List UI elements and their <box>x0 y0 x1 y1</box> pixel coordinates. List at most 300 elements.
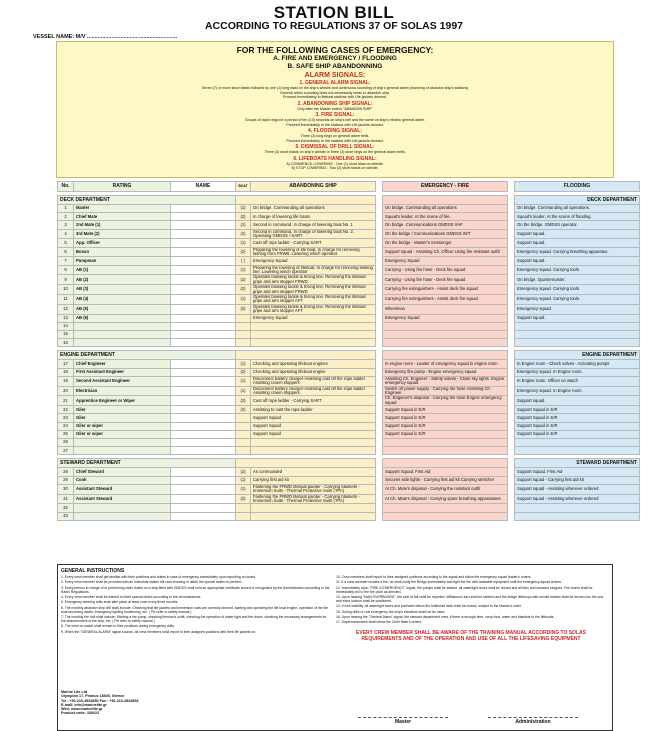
row-flooding: Emergency squad. In Engine room. <box>515 386 640 396</box>
row-fire: Carrying fire extinguishers - Assist deck fire squad <box>383 295 508 305</box>
row-flooding: Squad's leader. At the scene of flooding. <box>515 213 640 221</box>
row-fire: On the bridge / Communications GMDSS W/T <box>383 229 508 239</box>
row-rating: Apprentice Engineer or Wiper <box>74 396 171 406</box>
row-rating: Pumpman <box>74 257 171 265</box>
row-name <box>171 376 236 386</box>
department-label: STEWARD DEPARTMENT <box>58 459 236 468</box>
row-boat <box>236 430 251 438</box>
row-name <box>171 295 236 305</box>
row-fire: Support squad - Assisting Ch. Officer Using fire resistant outfit <box>383 247 508 257</box>
instruction-item: 17. Supernumeraries shall follow the Chief Mate's orders. <box>336 620 423 625</box>
row-abandon: Support Squad <box>251 422 376 430</box>
row-name <box>171 257 236 265</box>
instruction-item: 14. In low visibility, all watertight doors and portholes below the bulkhead deck shall be closed, subject to the Master's order. <box>336 604 522 609</box>
table-row <box>58 494 640 504</box>
row-number: 19 <box>58 376 74 386</box>
instruction-item: 9. When the "GENERAL ALARM" signal sounds, all crew members shall report to their assigned positions with their life jackets on. <box>61 629 257 634</box>
row-rating <box>74 504 171 512</box>
table-row <box>58 339 640 347</box>
row-abandon: Second in command. In charge of lowering boat No. 1 <box>251 221 376 229</box>
row-number: 10 <box>58 285 74 295</box>
signal-title: 5. DISMISSAL OF DRILL SIGNAL: <box>295 144 375 150</box>
row-name <box>171 229 236 239</box>
department-label: DECK DEPARTMENT <box>58 196 236 205</box>
row-fire <box>383 447 508 455</box>
signal-text: General alarm sounding does not necessarily mean to abandon ship. <box>280 90 390 95</box>
department-label-right: DECK DEPARTMENT <box>515 196 640 205</box>
row-number: 3 <box>58 221 74 229</box>
table-row <box>58 314 640 322</box>
row-flooding: On the bridge. GMDSS operator. <box>515 221 640 229</box>
department-fill <box>236 351 376 360</box>
row-flooding: Emergency squad. Carrying tools. <box>515 285 640 295</box>
row-abandon: Operates bowsing tackle & tricing line. Removing the lifeboat gripe and arm stopper AFT <box>251 295 376 305</box>
row-abandon <box>251 339 376 347</box>
row-name <box>171 205 236 213</box>
row-fire: Ch. Engineer's disposal - Carrying fire hose Engine emergency squad <box>383 396 508 406</box>
row-abandon: Preparing the lowering of lifeboat. In charge for removing lashing line. Lowering winch operator <box>251 265 376 275</box>
col-boat: BOAT <box>236 182 251 192</box>
row-boat: (1) <box>236 386 251 396</box>
row-name <box>171 368 236 376</box>
row-rating: Second Assistant Engineer <box>74 376 171 386</box>
row-boat: (2) <box>236 494 251 504</box>
table-row <box>58 476 640 484</box>
row-number: 26 <box>58 438 74 446</box>
row-flooding: Emergency squad. Carrying tools. <box>515 265 640 275</box>
row-boat: (1) <box>236 239 251 247</box>
row-fire: On the bridge - Master's messenger <box>383 239 508 247</box>
row-fire: Emergency Squad <box>383 257 508 265</box>
address-line: Tel : +30-210-4534850 Fax : +30-210-4534868 <box>61 698 139 703</box>
table-row <box>58 396 640 406</box>
signal-title: 1. GENERAL ALARM SIGNAL: <box>299 80 371 86</box>
row-number: 6 <box>58 247 74 257</box>
row-flooding: Support Squad in E/R <box>515 422 640 430</box>
row-name <box>171 406 236 414</box>
signal-text: Groups of rapid rings for a period of ten (10) seconds on ship's bell and the same on ship's electric general alarm. <box>244 118 426 122</box>
row-rating: Assistant Steward <box>74 494 171 504</box>
instruction-item: 11. If a crew member locates a fire, he shall notify the Bridge immediately and fight the fire with available equipment until the emergency squad arrives. <box>336 580 562 585</box>
row-rating: 3rd Mate (2) <box>74 229 171 239</box>
table-row <box>58 504 640 512</box>
row-fire <box>383 322 508 330</box>
row-fire: At Ch. Mate's disposal - Carrying the resistant outfit <box>383 484 508 494</box>
row-boat: (1) <box>236 476 251 484</box>
row-rating: AB (4) <box>74 295 171 305</box>
table-row <box>58 205 640 213</box>
instruction-item: 16. Upon hearing the "General Alarm" signal, the steward department crew, if there is enough time, carry food, water and blankets to the lifeboats. <box>336 614 555 619</box>
row-name <box>171 512 236 520</box>
row-flooding: Support squad - Assisting wherever ordered <box>515 494 640 504</box>
emergency-case-a: A. FIRE AND EMERGENCY / FLOODING <box>273 55 397 62</box>
row-boat: (2) <box>236 304 251 314</box>
row-number: 7 <box>58 257 74 265</box>
signal-text: A) COMMENCE LOWERING : One (1) short blast on whistle. <box>286 161 384 166</box>
address-line: Marine Lite Ltd <box>61 690 88 694</box>
row-number: 27 <box>58 447 74 455</box>
row-abandon: Checking and operating lifeboat engine <box>251 368 376 376</box>
row-number: 25 <box>58 430 74 438</box>
row-number: 9 <box>58 275 74 285</box>
table-row <box>58 414 640 422</box>
general-instructions <box>57 564 613 731</box>
row-abandon: Carrying first aid kit <box>251 476 376 484</box>
general-heading: GENERAL INSTRUCTIONS <box>61 568 125 574</box>
table-row <box>58 447 640 455</box>
row-abandon: Preparing the lowering of life boat. In charge for removing lashing from FRWB. Lowering which operator. <box>251 247 376 257</box>
row-fire <box>383 438 508 446</box>
department-label-right: STEWARD DEPARTMENT <box>515 459 640 468</box>
row-flooding <box>515 339 640 347</box>
row-abandon: Fastening the FRWD lifeboat painter - Carrying blankets - Immersion Suits - Thermal Protective Suits (TPA) <box>251 484 376 494</box>
row-fire: Emergency fire pump - Engine emergency squad. <box>383 368 508 376</box>
instruction-item: 13. Upon hearing "MAN OVERBOARD", the side of fall shall be reported. Williamson turn shall be steered and the bridge lifebuoys with smoke marker shall be thrown into the sea and extra lookout shall be positioned. <box>336 594 604 604</box>
row-boat: (2) <box>236 468 251 476</box>
instruction-item: 7. The monthly fire drill shall include: Starting a fire pump, checking fireman's outfit, checking the operation of water tight and fire doors, checking the necessary arrangements for the abandonment of the ship, etc. ( Pls refer to safety manual ) <box>61 614 327 623</box>
row-abandon: Second in command. In charge of lowering boat No. 2. Operating GMDSS / SART <box>251 229 376 239</box>
instruction-item: 3. Every person in charge of or performing radio duties on a ship fitted with GMDSS shall hold an appropriate certificate issued or recognized by the Administration according to the Radio Regulations. <box>61 585 330 594</box>
row-rating: Chief Engineer <box>74 360 171 368</box>
table-row <box>58 295 640 305</box>
row-name <box>171 221 236 229</box>
row-flooding <box>515 512 640 520</box>
row-abandon <box>251 322 376 330</box>
row-flooding <box>515 504 640 512</box>
row-boat: (1) <box>236 484 251 494</box>
row-number: 33 <box>58 512 74 520</box>
row-rating: Chief Mate <box>74 213 171 221</box>
col-fire: EMERGENCY - FIRE <box>383 182 508 192</box>
address-line: Olympion 17, Piraeus 18545, Greece <box>61 694 125 699</box>
emergency-case-b: B. SAFE SHIP ABANDONNING <box>287 63 383 70</box>
row-fire: Support Squad in E/R <box>383 430 508 438</box>
alarm-signals-heading: ALARM SIGNALS: <box>304 72 366 79</box>
department-label-right: ENGINE DEPARTMENT <box>515 351 640 360</box>
row-abandon: Emergency Squad <box>251 257 376 265</box>
department-row <box>58 459 640 468</box>
row-number: 20 <box>58 386 74 396</box>
row-flooding: Support squad. <box>515 229 640 239</box>
row-number: 1 <box>58 205 74 213</box>
row-abandon <box>251 504 376 512</box>
row-rating <box>74 331 171 339</box>
instruction-item: 15. During drills or real emergency the ship's elevators shall not be used. <box>336 609 446 614</box>
row-flooding <box>515 322 640 330</box>
row-boat: (1) <box>236 360 251 368</box>
instruction-item: 4. Every crew member shall be trained on their special duties according to the circumstances. <box>61 594 202 599</box>
row-rating <box>74 438 171 446</box>
company-address <box>61 690 138 716</box>
page-subtitle: ACCORDING TO REGULATIONS 37 OF SOLAS 1997 <box>204 20 464 32</box>
emergency-box <box>56 41 614 178</box>
instruction-item: 6. The monthly abandon ship drill shall include: Checking that life jackets and immersion suits are correctly donned, starting and operating the life boat engine, operation of the life boat launching davits; emergency lighting functioning, etc. ( Pls refer to safety manual ) <box>61 605 328 614</box>
row-flooding <box>515 331 640 339</box>
row-rating: Bosun <box>74 247 171 257</box>
table-header-row <box>58 182 640 192</box>
station-bill-table <box>57 181 640 521</box>
row-abandon: As commanded <box>251 468 376 476</box>
row-rating: Chief Steward <box>74 468 171 476</box>
department-row <box>58 351 640 360</box>
address-line: Web: www.marinelite.gr <box>61 707 103 712</box>
row-number: 21 <box>58 396 74 406</box>
row-number: 16 <box>58 339 74 347</box>
row-rating: Oiler or wiper <box>74 430 171 438</box>
row-name <box>171 275 236 285</box>
row-number: 28 <box>58 468 74 476</box>
row-rating: AB (3) <box>74 285 171 295</box>
row-abandon: Support Squad <box>251 430 376 438</box>
row-number: 5 <box>58 239 74 247</box>
row-boat <box>236 314 251 322</box>
department-label: ENGINE DEPARTMENT <box>58 351 236 360</box>
row-fire: Assisting Ch. Engineer - Safety valves - Close sky lights. Engine emergency squad <box>383 376 508 386</box>
row-fire: Support Squad in E/R <box>383 422 508 430</box>
row-number: 8 <box>58 265 74 275</box>
row-rating <box>74 512 171 520</box>
signal-text: Only after the Master orders "ABANDON SHIP" <box>297 106 373 111</box>
signal-title: 6. LIFEBOATS HANDLING SIGNAL: <box>293 155 377 162</box>
row-number: 17 <box>58 360 74 368</box>
row-rating: 2nd Mate (1) <box>74 221 171 229</box>
col-name: NAME <box>171 182 236 192</box>
row-flooding: In Engine room - Check valves - Activating pumps <box>515 360 640 368</box>
row-name <box>171 396 236 406</box>
row-flooding: Support squad. <box>515 314 640 322</box>
row-number: 29 <box>58 476 74 484</box>
table-row <box>58 247 640 257</box>
row-rating: First Assistant Engineer <box>74 368 171 376</box>
table-row <box>58 386 640 396</box>
row-rating: AB (5) <box>74 304 171 314</box>
row-flooding: On bridge. Commanding all operations. <box>515 205 640 213</box>
row-boat: (2) <box>236 285 251 295</box>
table-row <box>58 304 640 314</box>
row-abandon <box>251 331 376 339</box>
row-name <box>171 239 236 247</box>
table-row <box>58 331 640 339</box>
row-boat <box>236 322 251 330</box>
row-number: 30 <box>58 484 74 494</box>
row-abandon: Emergency Squad <box>251 314 376 322</box>
row-flooding: In Engine room. Officer on watch <box>515 376 640 386</box>
row-name <box>171 285 236 295</box>
col-rating: RATING <box>74 182 171 192</box>
row-flooding: Support Squad in E/R <box>515 430 640 438</box>
row-boat: (2) <box>236 213 251 221</box>
instructions-right <box>336 575 606 642</box>
instruction-item: 1. Every crew member shall get familiar with their positions and duties in case of emergency immediately upon reporting on board. <box>61 575 257 579</box>
row-rating <box>74 447 171 455</box>
row-name <box>171 494 236 504</box>
row-boat: (1) <box>236 376 251 386</box>
department-fill <box>383 351 508 360</box>
table-row <box>58 512 640 520</box>
row-boat <box>236 414 251 422</box>
row-flooding: Support squad. <box>515 239 640 247</box>
table-row <box>58 229 640 239</box>
row-abandon: Support Squad <box>251 414 376 422</box>
row-name <box>171 476 236 484</box>
col-flooding: FLOODING <box>515 182 640 192</box>
row-boat: (2) <box>236 275 251 285</box>
row-abandon: Disconnect battery charger-Assisting cast off the rope ladder Assisting craem stoppers <box>251 386 376 396</box>
signal-text: Three (3) long rings on general alarm bells. <box>300 134 370 138</box>
training-note: EVERY CREW MEMBER SHALL BE AWARE OF THE TRAINING MANUAL ACCORDING TO SOLAS REQUIREMENTS AND OF THE OPERATION AND USE OF ALL THE LIFESAVING EQUIPMENT <box>356 630 586 643</box>
instruction-item: 10. Crew members shall report to their assigned positions according to the signal and follow the emergency squad leader's orders. <box>336 575 532 579</box>
row-fire: Support Squad in E/R <box>383 414 508 422</box>
row-rating: Oiler <box>74 414 171 422</box>
row-abandon <box>251 447 376 455</box>
row-fire: Switch off power supply - Carrying fire hose Assisting Ch. Engineer <box>383 386 508 396</box>
address-line: E-mail: info@marinelite.gr <box>61 702 107 707</box>
row-boat <box>236 339 251 347</box>
row-name <box>171 468 236 476</box>
row-number: 31 <box>58 494 74 504</box>
table-row <box>58 257 640 265</box>
instruction-item: 8. The crew on watch shall remain in their positions during emergency drills. <box>61 624 175 629</box>
department-fill <box>236 196 376 205</box>
row-name <box>171 447 236 455</box>
department-row <box>58 196 640 205</box>
row-rating <box>74 322 171 330</box>
row-abandon: Operates bowsing tackle & tricing line. Removing the lifeboat gripe and arm stopper AFT <box>251 304 376 314</box>
row-boat: (2) <box>236 229 251 239</box>
row-name <box>171 422 236 430</box>
row-flooding: Emergency squad. Carrying tools. <box>515 295 640 305</box>
table-row <box>58 484 640 494</box>
row-flooding <box>515 447 640 455</box>
row-number: 11 <box>58 295 74 305</box>
row-boat: (2) <box>236 247 251 257</box>
row-abandon <box>251 438 376 446</box>
row-number: 12 <box>58 304 74 314</box>
row-fire: Wheelman <box>383 304 508 314</box>
row-fire: In engine room - Leader of emergency squad in engine room <box>383 360 508 368</box>
row-number: 32 <box>58 504 74 512</box>
row-boat: ( ) <box>236 257 251 265</box>
row-fire <box>383 331 508 339</box>
row-abandon: Operates bowsing tackle & tricing line. Removing the lifeboat gripe and arm stopper FRWD <box>251 275 376 285</box>
table-row <box>58 422 640 430</box>
signal-title: 3. FIRE SIGNAL: <box>315 112 355 118</box>
row-flooding: Support Squad in E/R <box>515 414 640 422</box>
row-abandon: Disconnect battery charger-Assisting cast off the rope ladder Assisting craem stoppers <box>251 376 376 386</box>
table-row <box>58 468 640 476</box>
row-name <box>171 265 236 275</box>
row-abandon: On bridge. Commanding all operations <box>251 205 376 213</box>
row-flooding <box>515 438 640 446</box>
row-number: 24 <box>58 422 74 430</box>
row-fire: On bridge. Communications GMDSS VHF <box>383 221 508 229</box>
table-row <box>58 322 640 330</box>
row-rating: Electrician <box>74 386 171 396</box>
row-abandon: Cast off rope ladder - Carrying SART <box>251 396 376 406</box>
signal-text: Proceed immediately to fire stations with Life jackets donned. <box>286 122 384 127</box>
department-fill <box>383 196 508 205</box>
row-number: 2 <box>58 213 74 221</box>
row-fire <box>383 504 508 512</box>
table-row <box>58 360 640 368</box>
signal-text: B) STOP LOWERING : Two (2) short blasts on whistle. <box>291 166 379 170</box>
signal-text: Three (3) short blasts on ship's whistle or three (3) short rings on the general alarm bells. <box>264 150 406 154</box>
row-boat: (2) <box>236 406 251 414</box>
instruction-item: 5. Emergency steering drills shall take place at least once every three months. <box>61 600 179 605</box>
row-boat: (1) <box>236 265 251 275</box>
table-row <box>58 376 640 386</box>
row-fire <box>383 339 508 347</box>
department-fill <box>236 459 376 468</box>
alarm-signals-list <box>57 80 613 171</box>
signal-text: Proceed immediately to fire stations with Life jackets donned. <box>286 138 384 143</box>
row-flooding: Support squad - Carrying first aid kit <box>515 476 640 484</box>
table-row <box>58 265 640 275</box>
signal-title: 2. ABANDONING SHIP SIGNAL: <box>297 100 373 107</box>
instruction-item: 12. Immediately upon "FIRE & EMERGENCY" signal, fire pumps shall be started, all watertight doors shall be closed and all fans and dowsers stopped. Fire hoses shall be immediately led to the fire point as directed. <box>336 585 593 594</box>
row-flooding: Emergency squad. In Engine room. <box>515 368 640 376</box>
table-row <box>58 368 640 376</box>
row-rating: Oiler or wiper <box>74 422 171 430</box>
row-boat <box>236 438 251 446</box>
row-abandon <box>251 512 376 520</box>
row-flooding: Support Squad. First Aid <box>515 468 640 476</box>
col-abandon: ABANDONING SHIP <box>251 182 376 192</box>
row-rating <box>74 339 171 347</box>
row-name <box>171 331 236 339</box>
row-flooding: Emergency squad. Carrying breathing apparatus. <box>515 247 640 257</box>
row-abandon: Checking and operating lifeboat engines <box>251 360 376 368</box>
row-boat: (2) <box>236 368 251 376</box>
row-fire: At Ch. Mate's disposal - Carrying spare breathing apparatuses <box>383 494 508 504</box>
row-name <box>171 504 236 512</box>
row-fire: Support Squad in E/R <box>383 406 508 414</box>
row-rating: Oiler <box>74 406 171 414</box>
row-flooding: Support Squad in E/R <box>515 406 640 414</box>
row-number: 22 <box>58 406 74 414</box>
row-rating: AB (6) <box>74 314 171 322</box>
department-fill <box>383 459 508 468</box>
row-boat: (2) <box>236 396 251 406</box>
row-flooding: Support squad. <box>515 257 640 265</box>
table-row <box>58 239 640 247</box>
table-row <box>58 438 640 446</box>
table-row <box>58 221 640 229</box>
instructions-left <box>61 575 331 635</box>
row-boat: (1) <box>236 295 251 305</box>
row-fire: Squad's leader. At the scene of fire. <box>383 213 508 221</box>
row-name <box>171 430 236 438</box>
table-row <box>58 430 640 438</box>
row-abandon: In charge of lowering life boats <box>251 213 376 221</box>
signature-administration: Administration <box>488 717 578 725</box>
row-fire <box>383 512 508 520</box>
vessel-name-field: VESSEL NAME: M/V ........................................................... <box>33 34 178 40</box>
row-name <box>171 304 236 314</box>
row-name <box>171 438 236 446</box>
col-no: No. <box>58 182 74 192</box>
row-rating: Assistant Steward <box>74 484 171 494</box>
row-fire: Secures side lights - Carrying first aid kit Carrying stretcher <box>383 476 508 484</box>
row-abandon: Cast off rope ladder - Carrying SART <box>251 239 376 247</box>
signature-master: Master <box>358 717 448 725</box>
row-flooding: Emergency squad. <box>515 304 640 314</box>
row-name <box>171 484 236 494</box>
row-flooding: Support squad. <box>515 396 640 406</box>
row-fire: Carrying - Using fire hose - Deck fire squad <box>383 275 508 285</box>
signal-text: Proceed immediately to lifeboat stations with Life jackets donned. <box>283 95 387 99</box>
row-number: 18 <box>58 368 74 376</box>
